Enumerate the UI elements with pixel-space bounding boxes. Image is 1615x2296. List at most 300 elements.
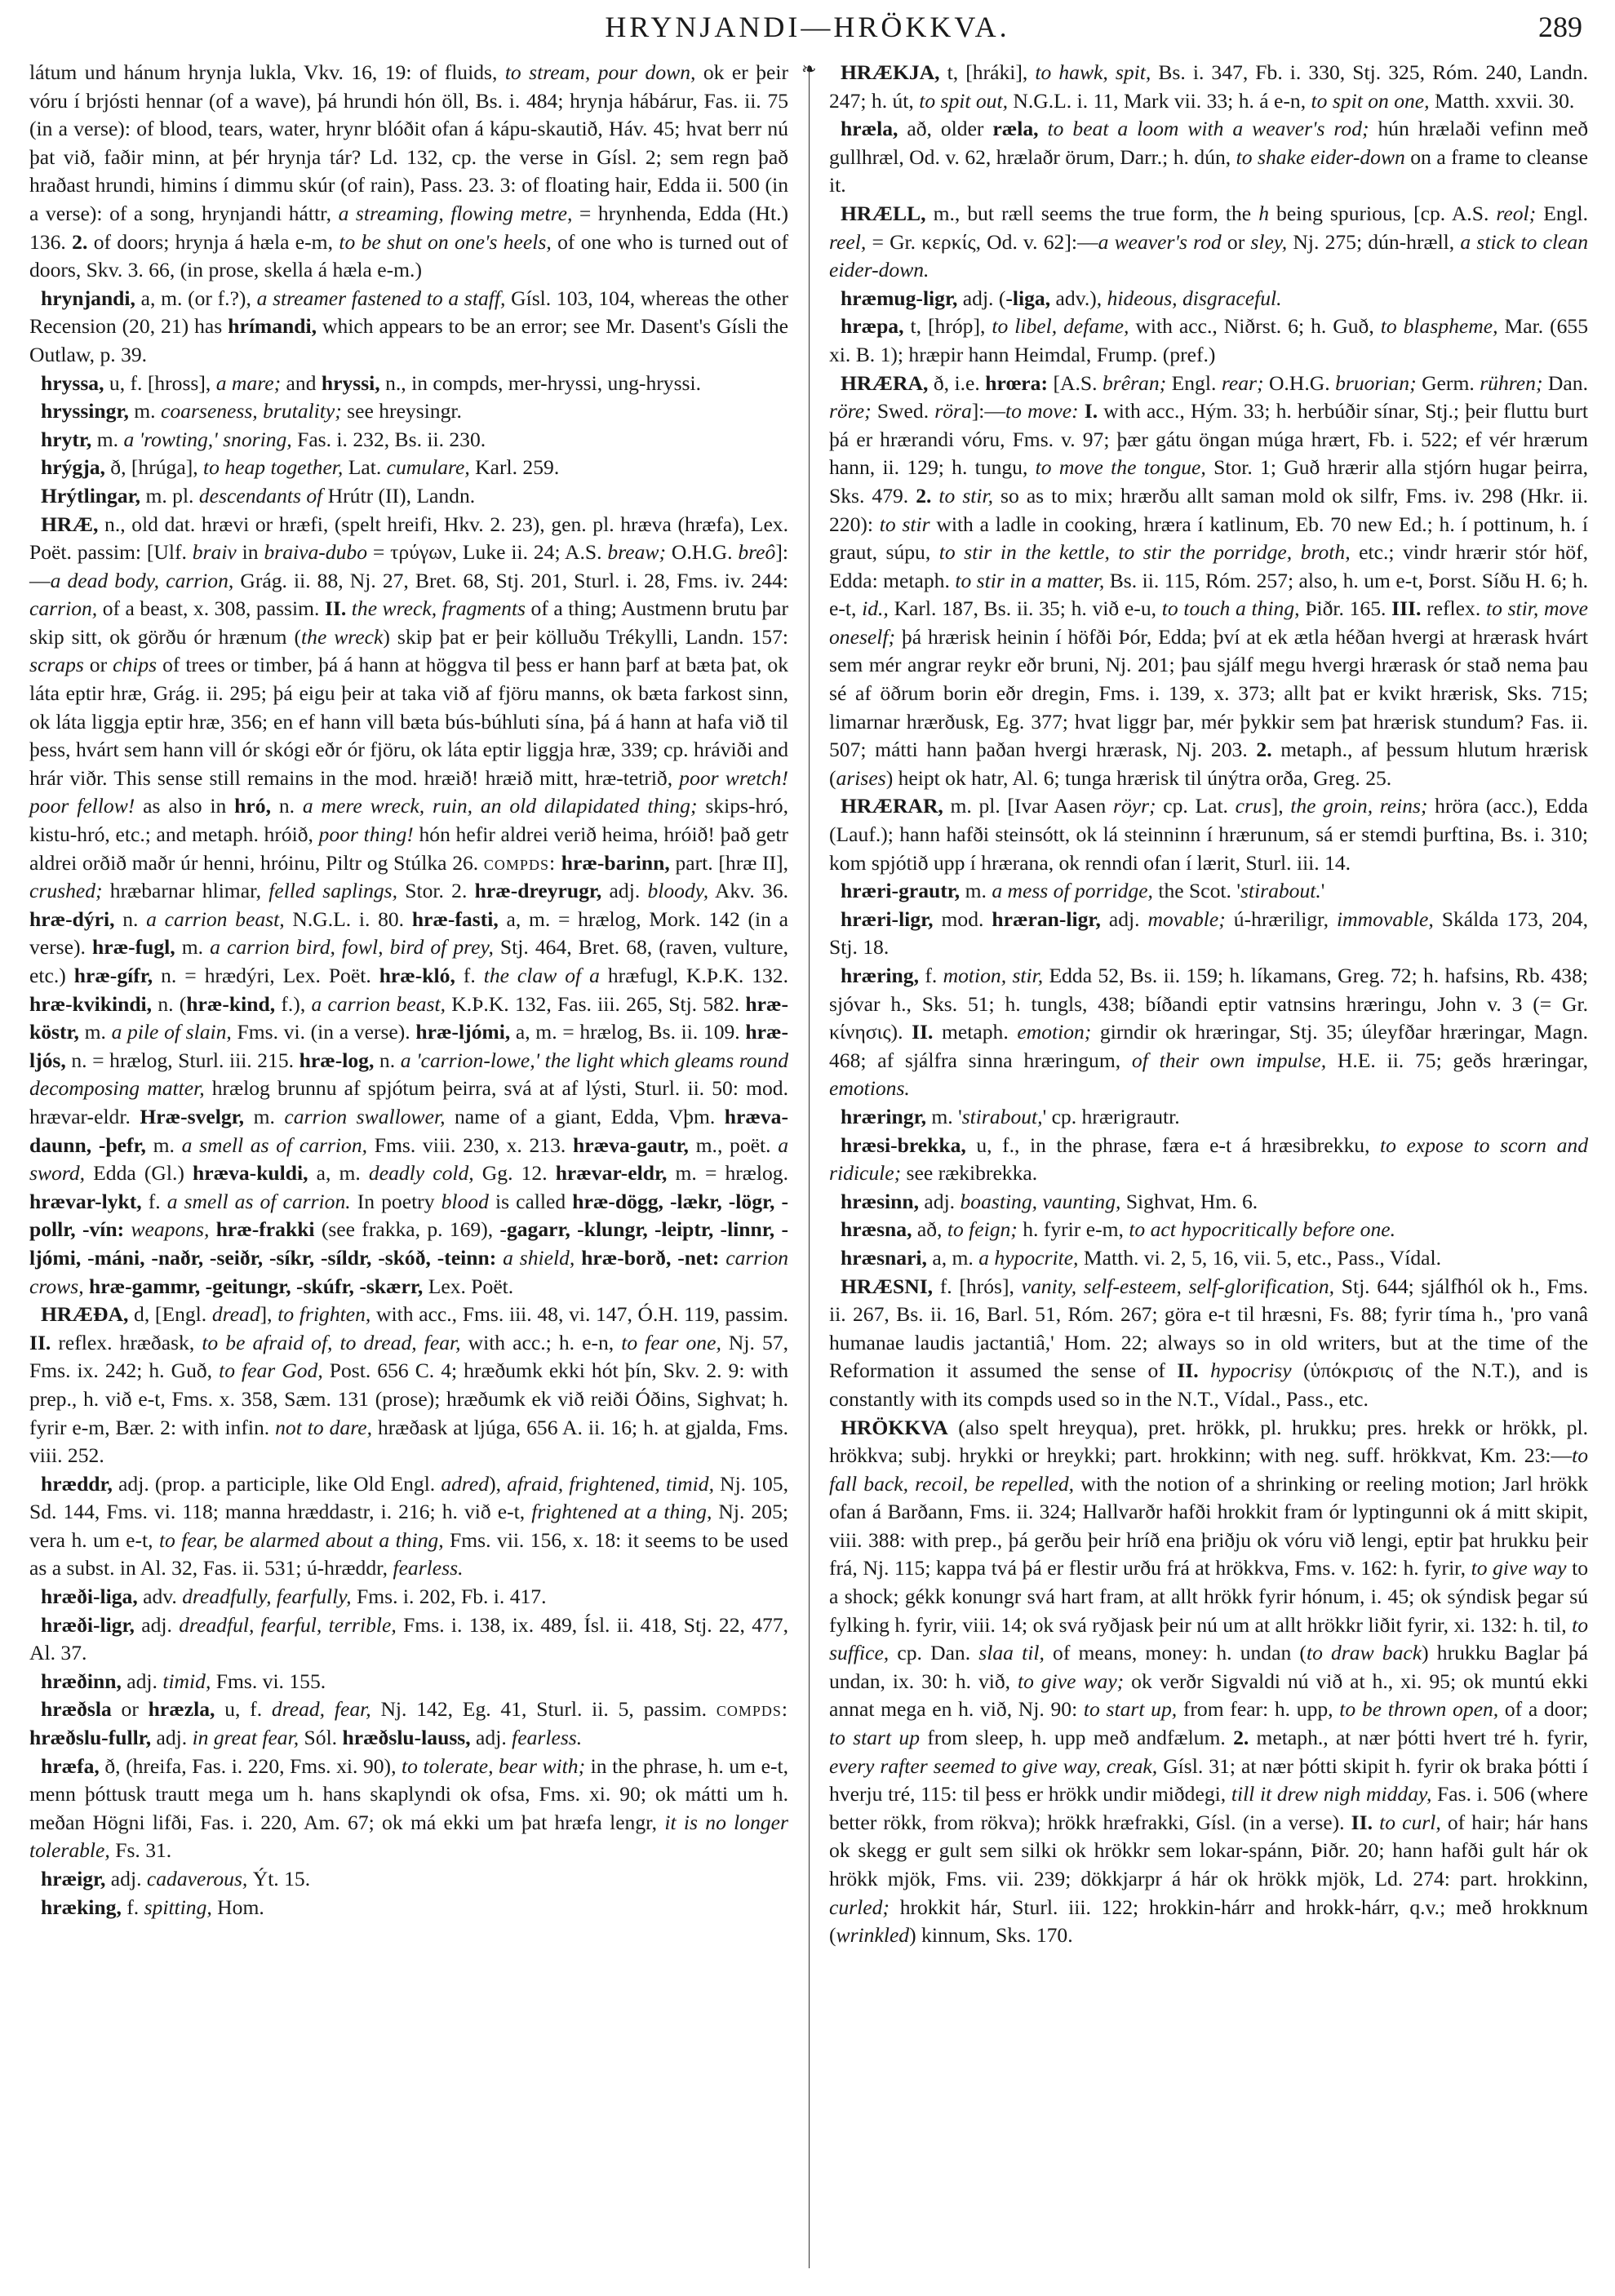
gloss: every rafter seemed to give way, creak, (829, 1753, 1158, 1778)
headword: -liga, (1005, 286, 1051, 310)
text: cp. Dan. (889, 1641, 979, 1665)
text: adv.), (1050, 286, 1107, 310)
text: with acc., Fms. iii. 48, vi. 147, Ó.H. 119, passim. (370, 1302, 789, 1327)
text: adj. (470, 1726, 512, 1750)
gloss: to beat a loom with a weaver's rod; (1047, 117, 1369, 141)
text: Stor. 1; Guð hrærir alla stjórn hugar þeirra, Sks. 479. (829, 455, 1588, 508)
text: n. (374, 1048, 401, 1072)
text: see hreysingr. (341, 399, 462, 423)
gloss: a sword, (29, 1132, 788, 1186)
headword: hræ-log, (299, 1048, 375, 1072)
gloss: descendants of (198, 483, 323, 508)
text: Mar. (655 xi. B. 1); hræpir hann Heimdal, Frump. (pref.) (829, 314, 1589, 366)
text: or (83, 653, 113, 677)
dictionary-entry (29, 1611, 788, 1668)
text: Edda (Gl.) (85, 1161, 193, 1186)
text: metaph., af þessum hlutum hrærisk ( (829, 738, 1588, 790)
text: cp. Lat. (1156, 794, 1236, 818)
text: adj. (151, 1726, 193, 1750)
gloss: to stir (879, 512, 930, 536)
text (1199, 1359, 1210, 1382)
gloss: to shake eider-down (1236, 144, 1405, 169)
gloss: röra (934, 399, 972, 423)
text: Nj. 57, Fms. ix. 242; h. Guð, (29, 1330, 788, 1383)
text: of doors; hrynja á hæla e-m, (87, 229, 339, 254)
text (1079, 399, 1085, 423)
gloss: to heap together, (203, 455, 344, 480)
text: ok verðr Sigvaldi nú við at h., xi. 95; ok muntú ekki annat mega en h. við, Nj. 90: (829, 1669, 1588, 1722)
text: Stj. 464, Bret. 68, (raven, vulture, etc.) (29, 935, 788, 987)
headword: hræðinn, (41, 1669, 122, 1693)
headword: hræva-gautr, (573, 1132, 689, 1157)
gloss: dread, fear, (271, 1697, 371, 1722)
text: Stor. 2. (397, 879, 475, 903)
gloss: emotion; (1017, 1020, 1092, 1044)
gloss: to fall back, recoil, be repelled, (829, 1443, 1588, 1496)
page-header (0, 7, 1615, 47)
gloss: to fear God, (219, 1359, 323, 1383)
dictionary-entry (29, 511, 788, 1301)
headword: hræring, (841, 964, 919, 987)
dictionary-entry (29, 397, 788, 426)
text: a, m. (308, 1161, 369, 1186)
gloss: to be thrown open, (1339, 1697, 1499, 1722)
gloss: to touch a thing, (1161, 596, 1300, 621)
headword: hræ-köstr, (29, 991, 788, 1044)
text: metaph. (933, 1020, 1018, 1044)
text: N.G.L. i. 11, Mark vii. 33; h. á e-n, (1008, 88, 1311, 113)
headword: hræsi-brekka, (841, 1132, 966, 1157)
dictionary-entry (29, 1894, 788, 1922)
text: or (111, 1697, 149, 1722)
text: Stj. 644; sjálfhól ok h., Fms. ii. 267, Bs. ii. 16, Barl. 51, Róm. 267; göra e-t til hræsni, Fs. 88; fyrir tíma h., 'pro vanâ humanae laudis jactantiâ,' Hom. 22; always so in old writers, but at the time of the Reformation it assumed the sense of (829, 1274, 1588, 1383)
text: ], (1271, 794, 1291, 818)
dictionary-entry (829, 200, 1588, 285)
dictionary-entry (29, 1301, 788, 1470)
gloss: a streaming, flowing metre, (338, 201, 573, 225)
text: Post. 656 C. 4; hræðumk ekki hót þín, Skv. 2. 9: with prep., h. við e-t, Fms. x. 358, Sæm. 131 (prose); hræðumk ek við reiði Óðins, Sighvat; h. fyrir e-m, Bær. 2: with infin. (29, 1359, 788, 1439)
headword: 2. (916, 483, 932, 508)
small-caps-label: compds: (716, 1697, 789, 1722)
text: t, [hráki], (939, 60, 1036, 84)
gloss: carrion, (29, 596, 98, 621)
dictionary-entry (29, 285, 788, 370)
dictionary-entry (29, 1865, 788, 1894)
text: of means, money: h. undan ( (1044, 1641, 1307, 1665)
text: as also in (135, 794, 235, 818)
dictionary-entry (29, 1753, 788, 1865)
small-caps-label: compds: (483, 850, 557, 875)
text (556, 851, 561, 875)
text: in (236, 540, 264, 565)
text: Karl. 259. (469, 455, 560, 480)
text: so as to mix; hrærðu allt saman mold ok silfr, Fms. iv. 298 (Hkr. ii. 220): (829, 483, 1588, 536)
headword: hræddr, (41, 1471, 113, 1496)
text: of one who is turned out of doors, Skv. 3. 66, (in prose, skella á hæla e-m.) (29, 229, 788, 282)
text: Nj. 205; vera h. um e-t, (29, 1500, 788, 1552)
text (1039, 117, 1048, 140)
text: is called (488, 1189, 573, 1213)
headword: II. (29, 1330, 51, 1354)
headword: hræking, (41, 1895, 122, 1919)
gloss: reol; (1496, 201, 1537, 225)
text: Swed. (871, 399, 935, 423)
headword: HRÆ, (41, 512, 99, 536)
dictionary-entry (829, 792, 1588, 877)
headword: hræðslu-lauss, (342, 1726, 471, 1750)
headword: hró, (234, 794, 271, 818)
text: being spurious, [cp. A.S. (1268, 201, 1497, 225)
text: reflex. hræðask, (51, 1330, 202, 1354)
dictionary-entry (829, 1244, 1588, 1273)
headword: III. (1391, 596, 1422, 621)
text: with a ladle in cooking, hræra í katlinum, Eb. 70 new Ed.; h. í pottinum, h. í graut, súpu, (829, 512, 1588, 565)
text: a, m. = hrælog, Bs. ii. 109. (510, 1020, 746, 1044)
gloss: fearless. (393, 1556, 464, 1580)
gloss: to start up, (1083, 1697, 1178, 1722)
gloss: crus (1235, 794, 1271, 818)
gloss: to hawk, spit, (1035, 60, 1151, 84)
gloss: breô (738, 540, 776, 565)
headword: -gagarr, -klungr, -leiptr, -linnr, -ljómi, -máni, -naðr, -seiðr, -síkr, -síldr, -skóð, -teinn: (29, 1217, 788, 1270)
text: ð, (hreifa, Fas. i. 220, Fms. xi. 90), (99, 1753, 402, 1778)
gloss: to move the tongue, (1035, 455, 1206, 480)
gloss: braiv (192, 540, 237, 565)
text: Hrútr (II), Landn. (322, 483, 476, 508)
dictionary-entry (829, 59, 1588, 115)
text: In poetry (350, 1189, 441, 1213)
text: Grág. ii. 88, Nj. 27, Bret. 68, Stj. 201, Sturl. i. 28, Fms. iv. 244: (233, 568, 788, 592)
gloss: fearless. (512, 1726, 583, 1750)
text: þá hrærisk heinin í höfði Þór, Edda; því at ek ætla héðan hvergi at hrærask hvárt sem mér angrar reykr eðr bruni, Nj. 201; þau sjálf megu hvergi hrærask ór stað nema þau sé af öðrum borin eðr dregin, Fms. i. 139, x. 373; allt þat er kvikt hrærisk, Sks. 715; limarnar hrærðusk, Eg. 377; hvat liggr þar, mér þykkir sem þat hrærisk stundum? Fas. ii. 507; mátti hann þaðan hvergi hrærask, Nj. 203. (829, 624, 1588, 762)
gloss: the wreck (301, 624, 384, 649)
gloss: röyr; (1112, 794, 1156, 818)
headword: hræsna, (841, 1217, 912, 1242)
text: adv. (137, 1585, 183, 1609)
text: metaph., at nær þótti hvert tré h. fyrir, (1249, 1726, 1588, 1750)
dictionary-entry (29, 1695, 788, 1752)
headword: Hræ-svelgr, (140, 1104, 245, 1128)
text: Fms. vii. 156, x. 18: it seems to be used as a subst. in Al. 32, Fas. ii. 531; ú-hræddr, (29, 1527, 788, 1580)
text: f. (141, 1189, 167, 1213)
running-head: HRYNJANDI—HRÖKKVA. (605, 11, 1010, 43)
text: of a thing; Austmenn brutu þar skip sitt, ok görðu ór hrænum ( (29, 596, 789, 649)
gloss: the claw of a (483, 964, 600, 987)
gloss: to curl, (1379, 1810, 1441, 1834)
text: a, m. (or f.?), (135, 286, 257, 310)
dictionary-entry (829, 1188, 1588, 1217)
gloss: to give way (1471, 1556, 1567, 1580)
dictionary-entry (829, 906, 1588, 962)
headword: hræfa, (41, 1753, 100, 1778)
text: adj. (prop. a participle, like Old Engl. (112, 1471, 441, 1496)
gloss: to stir, (938, 483, 994, 508)
dictionary-entry (29, 482, 788, 511)
text: Fms. vi. (in a verse). (231, 1020, 416, 1044)
gloss: wrinkled (836, 1923, 910, 1948)
gloss: a carrion beast, (311, 991, 446, 1016)
gloss: to start up (829, 1726, 920, 1750)
gloss: arises (836, 765, 886, 790)
headword: II. (1177, 1359, 1199, 1383)
headword: II. (1351, 1810, 1373, 1834)
text: Gísl. 103, 104, whereas the other Recension (20, 21) has (29, 286, 788, 339)
gloss: of their own impulse, (1131, 1048, 1327, 1072)
text: H.E. ii. 75; geðs hræringar, (1326, 1048, 1588, 1072)
gloss: dreadful, fearful, terrible, (179, 1612, 397, 1637)
gloss: reel, (829, 229, 867, 254)
text: m. ' (926, 1104, 962, 1128)
dictionary-entry (29, 454, 788, 482)
text: Dan. (1542, 370, 1588, 395)
text: Nj. 105, Sd. 144, Fms. vi. 118; manna hræddastr, i. 216; h. við e-t, (29, 1471, 788, 1524)
text: u, f. (215, 1697, 272, 1722)
text: hræfugl, K.Þ.K. 132. (599, 964, 788, 987)
headword: 2. (1233, 1726, 1249, 1750)
gloss: hideous, disgraceful. (1107, 286, 1282, 310)
text: m. (175, 935, 211, 960)
gloss: a shield, (503, 1245, 575, 1270)
gloss: the wreck, fragments (351, 596, 526, 621)
text: with acc., Hým. 33; h. herbúðir sínar, Stj.; þeir fluttu burt þá er hrærandi vóru, Fms. v. 97; þær gátu öngan múga hrært, Fb. i. 522; ef vér hrærum hann, ii. 129; h. tungu, (829, 399, 1588, 480)
headword: hræigr, (41, 1867, 106, 1890)
gloss: boasting, vaunting, (960, 1189, 1121, 1213)
gloss: emotions. (829, 1076, 910, 1101)
text: Fms. vi. 155. (211, 1669, 326, 1693)
gloss: scraps (29, 653, 84, 677)
text: of trees or timber, þá á hann at höggva til þess er hann þarf at bæta þat, ok láta eptir hræ, Grág. ii. 295; þá eigu þeir at taka við af fjöru manns, ok bæta farkost sinn, ok láta liggja eptir hræ, 356; en ef hann vill bæta bús-búhluti sína, þá á hann at hafa við til þess, hvárt sem hann vill ór skógi eðr ór fjöru, ok láta eptir liggja hræ, 339; cp. hráviði and hrár viðr. This sense still remains in the mod. hræið! hræið mitt, hræ-tetrið, (29, 653, 788, 790)
gloss: blood (441, 1189, 489, 1213)
text: from sleep, h. upp með andfælum. (920, 1726, 1234, 1750)
text: Hom. (211, 1895, 264, 1919)
text: d, [Engl. (128, 1302, 212, 1327)
text: n., old dat. hrævi or hræfi, (spelt hreifi, Hkv. 2. 23), gen. pl. hræva (hræfa), Lex. Poët. passim: [Ulf. (29, 512, 788, 565)
dictionary-entry (29, 426, 788, 454)
headword: hræ-fugl, (92, 935, 175, 960)
headword: hræ-borð, -net: (581, 1245, 720, 1270)
gloss: röre; (829, 399, 872, 423)
text: and (281, 370, 322, 395)
text: O.H.G. (665, 540, 739, 565)
text: ) hrukku Baglar þá undan, ix. 30: h. við, (829, 1641, 1589, 1693)
text: adj. (105, 1867, 147, 1890)
gloss: it is no longer tolerable, (29, 1810, 788, 1863)
text: ú-hræriligr, (1225, 906, 1338, 931)
headword: hrævar-lykt, (29, 1189, 142, 1213)
text: f. (918, 964, 943, 987)
dictionary-entry (829, 115, 1588, 200)
headword: I. (1084, 399, 1098, 423)
headword: hræ-kvikindi, (29, 991, 153, 1016)
headword: hryssi, (321, 370, 380, 395)
headword: II. (912, 1020, 934, 1044)
gloss: to frighten, (277, 1302, 371, 1327)
text: að, older (898, 117, 993, 141)
gloss: a smell as of carrion, (181, 1132, 368, 1157)
gloss: poor thing! (318, 822, 414, 847)
text: in the phrase, h. um e-t, menn þóttusk trautt mega um h. hans skaplyndi ok ofsa, Fms. xi. 90; ok mátti um h. meðan Högni lifði, Fas. i. 220, Am. 67; ok má ekki um þat hræfa lengr, (29, 1753, 788, 1834)
dictionary-entry (829, 1216, 1588, 1244)
text: with acc.; h. e-n, (460, 1330, 622, 1354)
text: Edda 52, Bs. ii. 159; h. líkamans, Greg. 72; h. hafsins, Rb. 438; sjóvar h., Sks. 51; h. tungls, 438; bíðandi eptir vatnsins hræringu, John v. 3 (= Gr. κίνησις). (829, 964, 1588, 1044)
gloss: a streamer fastened to a staff, (256, 286, 506, 310)
text: Fms. i. 202, Fb. i. 417. (351, 1585, 547, 1609)
headword: hræðsla (41, 1697, 112, 1722)
text: mod. (933, 906, 992, 931)
gloss: a hypocrite, (978, 1245, 1079, 1270)
gloss: to suffice, (829, 1612, 1588, 1665)
gloss: carrion swallower, (284, 1104, 446, 1128)
gloss: to move: (1005, 399, 1079, 423)
gloss: vanity, self-esteem, self-glorification, (1021, 1274, 1335, 1298)
headword: 2. (1256, 738, 1272, 762)
text: adj. (919, 1189, 961, 1213)
headword: HRÆLL, (841, 201, 926, 225)
text: Gg. 12. (473, 1161, 556, 1186)
headword: hryssa, (41, 370, 104, 395)
headword: hræ-frakki (215, 1217, 315, 1242)
text: m., poët. (688, 1132, 779, 1157)
text: u, f. [hross], (104, 370, 216, 395)
text: Matth. xxvii. 30. (1429, 88, 1575, 113)
text: hræbarnar hlimar, (102, 879, 269, 903)
headword: II. (324, 596, 347, 621)
text: = hrynhenda, Edda (Ht.) 136. (29, 201, 788, 254)
gloss: movable; (1147, 906, 1226, 931)
gloss: a mare; (215, 370, 282, 395)
gloss: id., (862, 596, 889, 621)
headword: hrímandi, (228, 314, 317, 339)
gloss: dread (211, 1302, 260, 1327)
text: ) heipt ok hatr, Al. 6; tunga hrærisk til únýtra orða, Greg. 25. (885, 765, 1392, 790)
text: Lex. Poët. (423, 1274, 514, 1298)
text: or (1221, 229, 1251, 254)
text: ), (489, 1471, 508, 1496)
headword: hræði-liga, (41, 1585, 138, 1609)
gloss: a weaver's rod (1098, 229, 1222, 254)
text: Sighvat, Hm. 6. (1120, 1189, 1258, 1213)
text: Þiðr. 165. (1299, 596, 1392, 621)
text: of a door; (1498, 1697, 1588, 1722)
text: O.H.G. (1263, 370, 1336, 395)
headword: hræ-dögg, -lækr, -lögr, -pollr, -vín: (29, 1189, 789, 1242)
text: Fs. 31. (109, 1838, 172, 1863)
text: hrokkit hár, Sturl. iii. 122; hrokkin-hárr and hrokk-hárr, q.v.; með hrokknum ( (829, 1895, 1588, 1948)
dictionary-entry (29, 370, 788, 398)
text: Karl. 187, Bs. ii. 35; h. við e-u, (888, 596, 1162, 621)
gloss: carrion crows, (29, 1245, 789, 1298)
text: m. pl. [Ivar Aasen (943, 794, 1113, 818)
gloss: immovable, (1337, 906, 1434, 931)
gloss: slaa til, (978, 1641, 1045, 1665)
gloss: crushed; (29, 879, 103, 903)
text: the Scot. ' (1152, 879, 1240, 903)
text: adj. (601, 879, 648, 903)
gloss: to spit on one, (1311, 88, 1430, 113)
gloss: till it drew nigh midday, (1231, 1782, 1432, 1806)
text: n. ( (152, 991, 187, 1016)
gloss: to stir, move oneself; (829, 596, 1589, 649)
dictionary-entry (829, 312, 1588, 369)
gloss: to stir in a matter, (955, 568, 1105, 592)
headword: ræla, (992, 117, 1039, 141)
gloss: brêran; (1102, 370, 1167, 395)
text: ) kinnum, Sks. 170. (909, 1923, 1073, 1948)
right-column (829, 59, 1588, 1950)
headword: hræ-gammr, -geitungr, -skúfr, -skærr, (89, 1274, 424, 1298)
text: hræðask at ljúga, 656 A. ii. 16; h. at gjalda, Fms. viii. 252. (29, 1415, 789, 1468)
text (1373, 1811, 1379, 1834)
text: ð, i.e. (928, 370, 986, 395)
headword: hræ-barinn, (561, 850, 670, 875)
gloss: a mere wreck, ruin, an old dilapidated thing; (302, 794, 698, 818)
text: Skálda 173, 204, Stj. 18. (829, 906, 1589, 960)
headword: hræ-fasti, (411, 906, 499, 931)
headword: hræpa, (841, 314, 904, 339)
headword: hræ-kind, (186, 991, 276, 1016)
gloss: hypocrisy (1210, 1359, 1292, 1383)
dictionary-entry (829, 285, 1588, 313)
text: of hair; hár hans ok skegg er gult sem silki ok hrökkr sem lokar-spánn, Þiðr. 20; hann hafði gult hár ok hrökk mjök, Fms. vii. 239; dökkjarpr á hár ok hrökk mjök, Ld. 274: part. hrokkinn, (829, 1810, 1588, 1890)
text: Gísl. 31; at nær þótti skipit h. fyrir ok braka þótti í hverju tré, 115: til þess er hrökk undir miðdegi, (829, 1753, 1588, 1806)
text: Engl. (1536, 201, 1588, 225)
text: Fms. i. 138, ix. 489, Ísl. ii. 418, Stj. 22, 477, Al. 37. (29, 1612, 788, 1665)
dictionary-entry (829, 1132, 1588, 1188)
text: a, m. (926, 1245, 979, 1270)
gloss: not to dare, (275, 1415, 372, 1439)
headword: hrævar-eldr, (555, 1161, 668, 1186)
dictionary-entry (29, 1583, 788, 1611)
text: Matth. vi. 2, 5, 16, vii. 5, etc., Pass., Vídal. (1078, 1245, 1442, 1270)
text: (see frakka, p. 169), (314, 1217, 500, 1242)
headword: hræla, (841, 117, 898, 141)
text (575, 1246, 581, 1270)
dictionary-entry (829, 370, 1588, 793)
text: hón hefir aldrei verið heima, hróið! það getr aldrei orðið maðr úr henni, hróinu, Piltr og Stúlka 26. (29, 822, 788, 875)
text: ð, [hrúga], (104, 455, 204, 480)
gloss: to fear one, (621, 1330, 721, 1354)
gloss: to libel, defame, (992, 314, 1129, 339)
text: m. pl. (140, 483, 199, 508)
text: which appears to be an error; see Mr. Dasent's Gísli the Outlaw, p. 39. (29, 314, 788, 366)
gloss: sley, (1250, 229, 1288, 254)
text: m. (145, 1132, 182, 1157)
gloss: weapons, (131, 1217, 210, 1242)
headword: hræri-ligr, (841, 906, 934, 931)
dictionary-entry (829, 1273, 1588, 1414)
text: Nj. 275; dún-hræll, (1287, 229, 1461, 254)
text: f.), (275, 991, 312, 1016)
dictionary-entry (29, 1668, 788, 1696)
gloss: braiva-dubo (264, 540, 367, 565)
gloss: to tolerate, bear with; (402, 1753, 586, 1778)
text (496, 1246, 503, 1270)
headword: hrynjandi, (41, 286, 135, 310)
dictionary-entry (829, 962, 1588, 1103)
text: að, (912, 1217, 947, 1242)
headword: HRÆÐA, (41, 1302, 129, 1327)
text: with acc., Niðrst. 6; h. Guð, (1129, 314, 1381, 339)
text: f. [hrós], (933, 1274, 1022, 1298)
gloss: timid, (162, 1669, 211, 1693)
headword: hræmug-ligr, (841, 286, 958, 310)
gloss: rear; (1221, 370, 1264, 395)
headword: hræringr, (841, 1104, 926, 1128)
text: adj. (121, 1669, 163, 1693)
gloss: a dead body, carrion, (50, 568, 234, 592)
text: (also spelt hreyqua), pret. hrökk, pl. hrukku; pres. hrekk or hrökk, pl. hrökkva; subj. hrykki or hreykki; part. hrokkinn; with neg. suff. hrökkvat, Km. 23:— (829, 1415, 1588, 1468)
text: t, [hróp], (903, 314, 992, 339)
